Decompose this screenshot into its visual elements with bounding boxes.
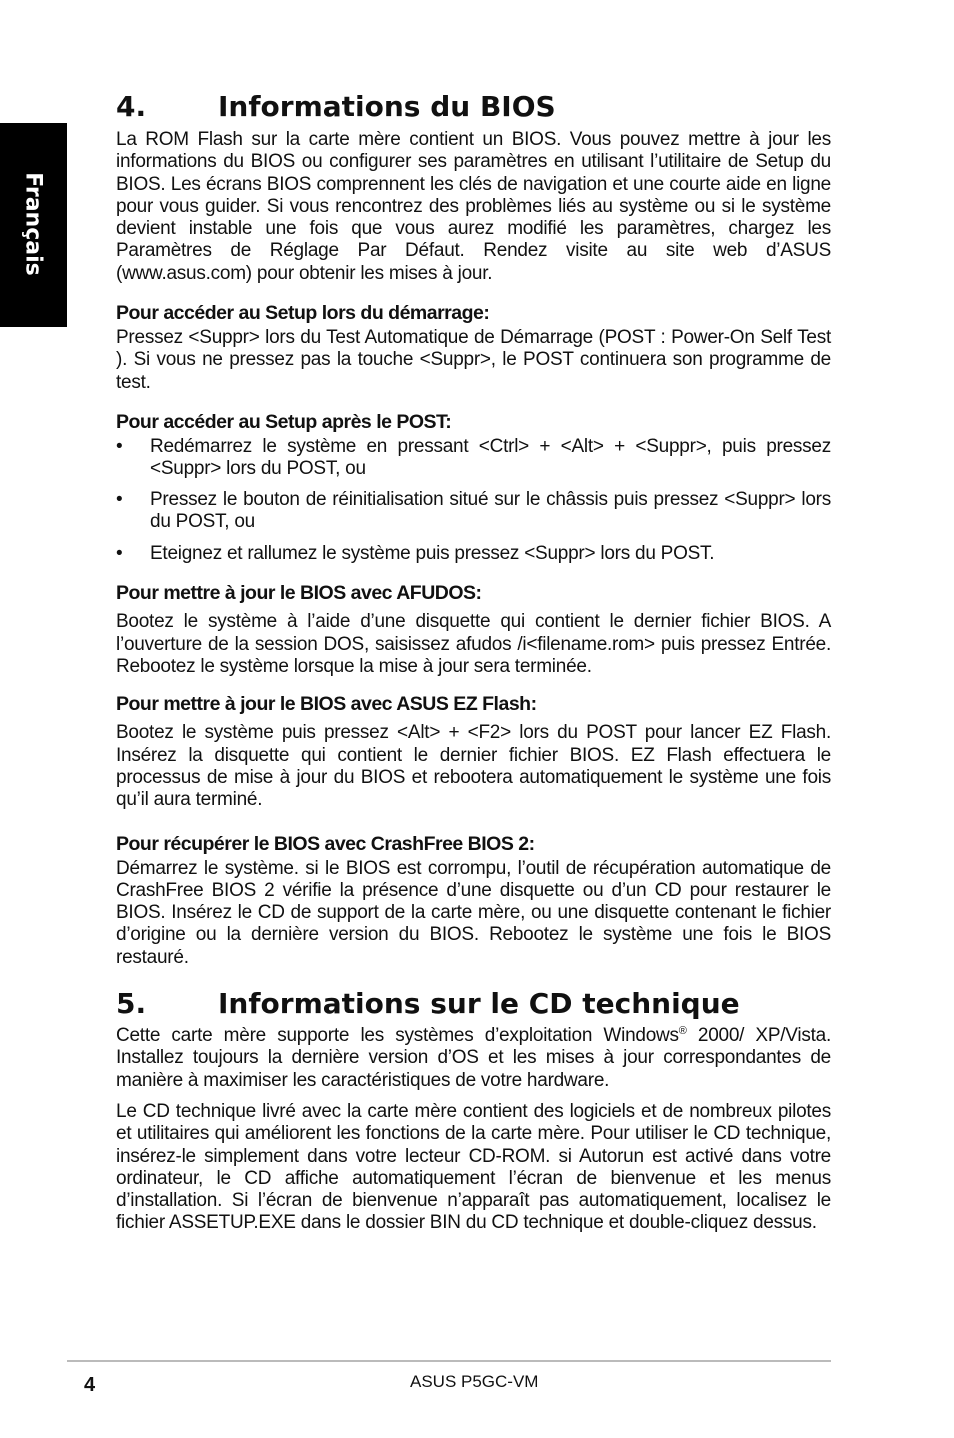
bios-intro: La ROM Flash sur la carte mère contient un BIOS. Vous pouvez mettre à jour les informations du BIOS ou configurer ses paramètres en utilisant l’utilitaire de Setup du BIOS. Les écrans BIOS comprennent les clés de navigation et une courte aide en ligne pour vous guider. Si vous rencontrez des problèmes liés au système ou si le système devient instable une fois que vous aurez modifié les paramètres, chargez les Paramètres de Réglage Par Défaut. Rendez visite au site web d’ASUS (www.asus.com) pour obtenir les mises à jour. [116, 129, 831, 284]
list-item: • Eteignez et rallumez le système puis pressez <Suppr> lors du POST. [116, 543, 715, 565]
ezflash-heading: Pour mettre à jour le BIOS avec ASUS EZ Flash: [116, 693, 537, 716]
cd-intro: Cette carte mère supporte les systèmes d’exploitation Windows® 2000/ XP/Vista. Installez toujours la dernière version d’OS et les mises à jour correspondantes de manière à maximiser les caractéristiques de votre hardware. [116, 1025, 831, 1091]
ezflash-body: Bootez le système puis pressez <Alt> + <F2> lors du POST pour lancer EZ Flash. Insérez la disquette qui contient le dernier fichier BIOS. EZ Flash effectuera le processus de mise à jour du BIOS et rebootera automatiquement le système une fois qu’il aura terminé. [116, 722, 831, 811]
bullet: • [116, 488, 123, 510]
section-4-title-text: Informations du BIOS [218, 90, 556, 123]
bullet: • [116, 435, 123, 457]
post-setup-heading: Pour accéder au Setup après le POST: [116, 410, 452, 433]
boot-setup-heading: Pour accéder au Setup lors du démarrage: [116, 302, 490, 325]
footer-divider [67, 1360, 831, 1362]
section-5-title [116, 985, 831, 1023]
boot-setup-body: Pressez <Suppr> lors du Test Automatique de Démarrage (POST : Power-On Self Test ). Si vous ne pressez pas la touche <Suppr>, le POST continuera son programme de test. [116, 327, 831, 393]
crashfree-body: Démarrez le système. si le BIOS est corrompu, l’outil de récupération automatique de CrashFree BIOS 2 vérifie la présence d’une disquette ou d’un CD pour restaurer le BIOS. Insérez le CD de support de la carte mère, ou une disquette contenant le fichier d’origine ou la dernière version du BIOS. Rebootez le système une fois le BIOS restauré. [116, 857, 831, 968]
page-number: 4 [84, 1374, 96, 1396]
post-setup-list [116, 436, 831, 565]
registered-mark: ® [678, 1025, 687, 1038]
bullet: • [116, 543, 123, 565]
afudos-heading: Pour mettre à jour le BIOS avec AFUDOS: [116, 582, 482, 605]
list-item: • Pressez le bouton de réinitialisation situé sur le châssis puis pressez <Suppr> lors du POST, ou [116, 488, 831, 532]
afudos-body: Bootez le système à l’aide d’une disquette qui contient le dernier fichier BIOS. A l’ouverture de la session DOS, saisissez afudos /i<filename.rom> puis pressez Entrée. Rebootez le système lorsque la mise à jour sera terminée. [116, 611, 831, 678]
section-5-number: 5. [116, 987, 147, 1021]
section-4-number: 4. [116, 90, 147, 123]
section-5-title-text: Informations sur le CD technique [218, 987, 740, 1021]
cd-description: Le CD technique livré avec la carte mère contient des logiciels et de nombreux pilotes et utilitaires qui améliorent les fonctions de la carte mère. Pour utiliser le CD technique, insérez-le simplement dans votre lecteur CD-ROM. si Autorun est activé dans votre ordinateur, le CD affiche automatiquement l’écran de bienvenue et les menus d’installation. Si l’écran de bienvenue n’apparaît pas automatiquement, localisez le fichier ASSETUP.EXE dans le dossier BIN du CD technique et double-cliquez dessus. [116, 1100, 831, 1234]
list-item: • Redémarrez le système en pressant <Ctrl> + <Alt> + <Suppr>, puis pressez <Suppr> lors du POST, ou [116, 435, 831, 480]
crashfree-heading: Pour récupérer le BIOS avec CrashFree BIOS 2: [116, 832, 535, 855]
page-content [116, 88, 831, 1235]
footer-model-name: ASUS P5GC-VM [410, 1372, 539, 1391]
section-4-title [116, 88, 831, 126]
language-tab-label: Français [20, 172, 46, 276]
